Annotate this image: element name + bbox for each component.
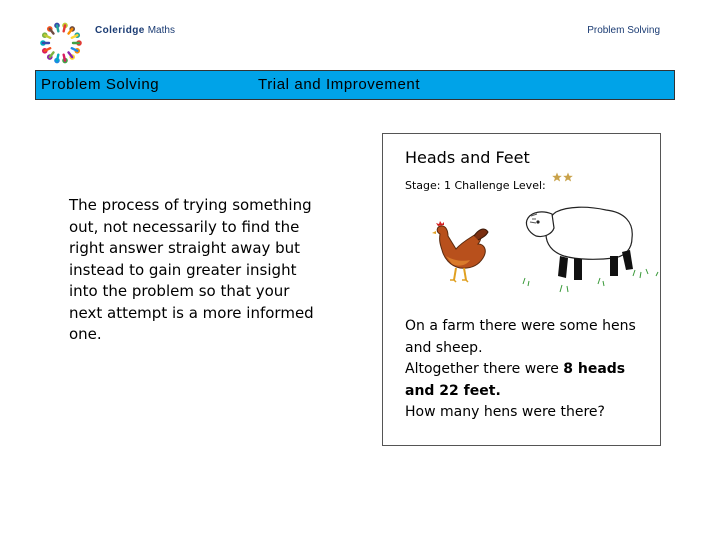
star-icon	[552, 173, 562, 182]
brand-name: Coleridge	[95, 25, 145, 36]
star-icon	[563, 173, 573, 182]
sheep-illustration	[526, 207, 633, 280]
problem-line-1: On a farm there were some hens and sheep.	[405, 318, 636, 356]
header-topic: Problem Solving	[587, 25, 660, 36]
title-bar-strategy: Trial and Improvement	[258, 76, 421, 93]
brand	[95, 25, 175, 36]
logo-figure-body	[64, 55, 65, 61]
problem-question: How many hens were there?	[405, 404, 605, 420]
strategy-definition: The process of trying something out, not necessarily to find the right answer straight away but instead to gain greater insight into the problem so that your next attempt is a more informed one.	[69, 196, 314, 343]
brand-subject: Maths	[147, 25, 175, 36]
logo-figure-body	[50, 52, 54, 57]
logo-figure-body	[57, 55, 58, 61]
logo-figure-body	[64, 25, 65, 31]
problem-text	[405, 316, 655, 424]
problem-card	[382, 133, 661, 446]
stage-challenge-level: Stage: 1 Challenge Level:	[405, 179, 546, 192]
logo-figure-body	[50, 29, 54, 34]
problem-line-2-prefix: Altogether there were	[405, 361, 564, 377]
problem-title: Heads and Feet	[405, 148, 530, 167]
logo-figure-body	[68, 29, 72, 34]
coleridge-logo-icon	[36, 18, 86, 68]
title-bar-topic: Problem Solving	[41, 76, 160, 93]
problem-line-2-emphasis: 8 heads and 22 feet.	[405, 361, 626, 399]
logo-figure-body	[68, 52, 72, 57]
grass-illustration	[523, 269, 658, 292]
challenge-level-stars	[552, 172, 576, 184]
hen-illustration	[432, 221, 488, 282]
logo-figure-body	[57, 25, 58, 31]
title-bar	[35, 70, 675, 100]
farm-animals-illustration	[428, 204, 678, 304]
